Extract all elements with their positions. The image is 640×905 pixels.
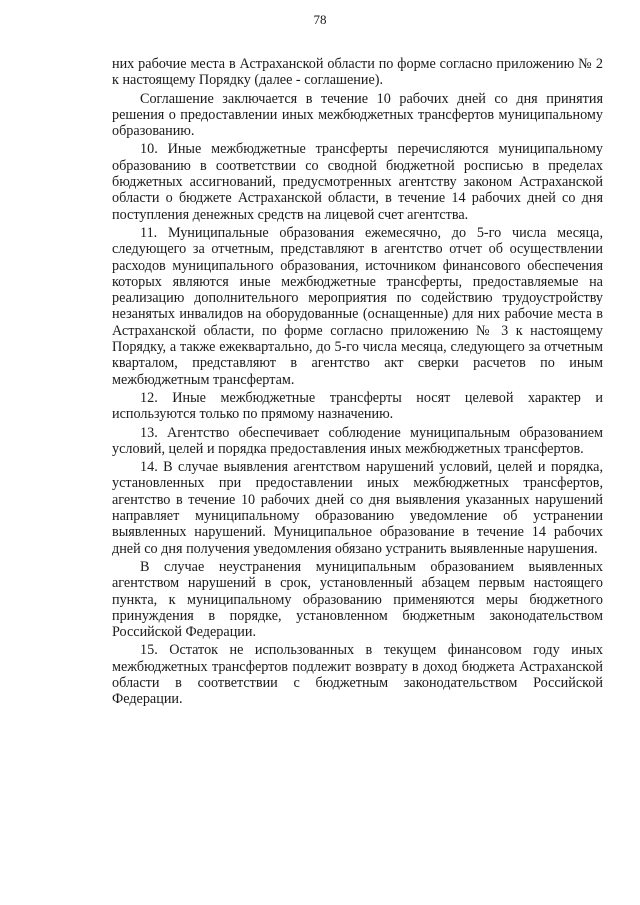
paragraph-item-12: 12. Иные межбюджетные трансферты носят целевой характер и используются только по прямому назначению.	[112, 389, 603, 423]
paragraph-item-11: 11. Муниципальные образования ежемесячно, до 5-го числа месяца, следующего за отчетным, представляют в агентство отчет об осуществлении расходов муниципального образования, источником финансового обеспечения которых являются иные межбюджетные трансферты, предоставляемые на реализацию дополнительного мероприятия по содействию трудоустройству незанятых инвалидов на оборудованные (оснащенные) для них рабочие места в Астраханской области, по форме согласно приложению № 3 к настоящему Порядку, а также ежеквартально, до 5-го числа месяца, следующего за отчетным кварталом, представляют в агентство акт сверки расчетов по иным межбюджетным трансфертам.	[112, 224, 603, 388]
paragraph-item-14: 14. В случае выявления агентством нарушений условий, целей и порядка, установленных при предоставлении иных межбюджетных трансфертов, агентство в течение 10 рабочих дней со дня выявления указанных нарушений направляет муниципальному образованию уведомление об устранении выявленных нарушений. Муниципальное образование в течение 14 рабочих дней со дня получения уведомления обязано устранить выявленные нарушения.	[112, 459, 603, 557]
paragraph-item-13: 13. Агентство обеспечивает соблюдение муниципальным образованием условий, целей и порядка предоставления иных межбюджетных трансфертов.	[112, 424, 603, 457]
paragraph-item-15: 15. Остаток не использованных в текущем финансовом году иных межбюджетных трансфертов подлежит возврату в доход бюджета Астраханской области в соответствии с бюджетным законодательством Российской Федерации.	[112, 642, 603, 708]
paragraph-item-14-part-2: В случае неустранения муниципальным образованием выявленных агентством нарушений в срок, установленный абзацем первым настоящего пункта, к муниципальному образованию применяются меры бюджетного принуждения в порядке, установленном бюджетным законодательством Российской Федерации.	[112, 558, 603, 641]
paragraph-item-10: 10. Иные межбюджетные трансферты перечисляются муниципальному образованию в соответствии со сводной бюджетной росписью в пределах бюджетных ассигнований, предусмотренных агентству законом Астраханской области о бюджете Астраханской области, в течение 14 рабочих дней со дня поступления денежных средств на лицевой счет агентства.	[112, 141, 603, 223]
paragraph-continuation: них рабочие места в Астраханской области по форме согласно приложению № 2 к настоящему Порядку (далее - соглашение).	[112, 56, 603, 89]
paragraph-agreement: Соглашение заключается в течение 10 рабочих дней со дня принятия решения о предоставлении иных межбюджетных трансфертов муниципальному образованию.	[112, 90, 603, 140]
page-number: 78	[313, 12, 327, 27]
document-body	[112, 56, 603, 710]
